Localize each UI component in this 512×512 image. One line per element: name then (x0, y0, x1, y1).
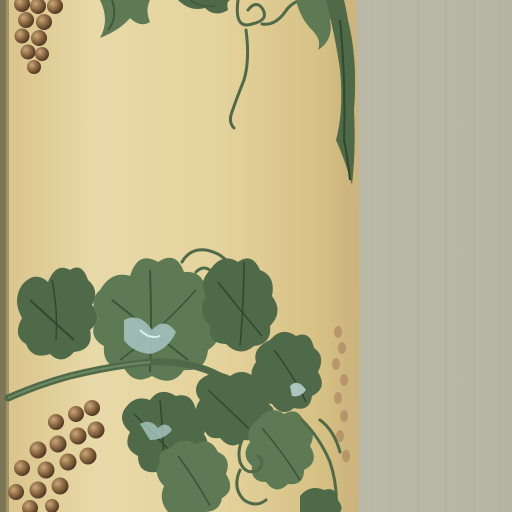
left-edge-highlight (6, 0, 9, 512)
